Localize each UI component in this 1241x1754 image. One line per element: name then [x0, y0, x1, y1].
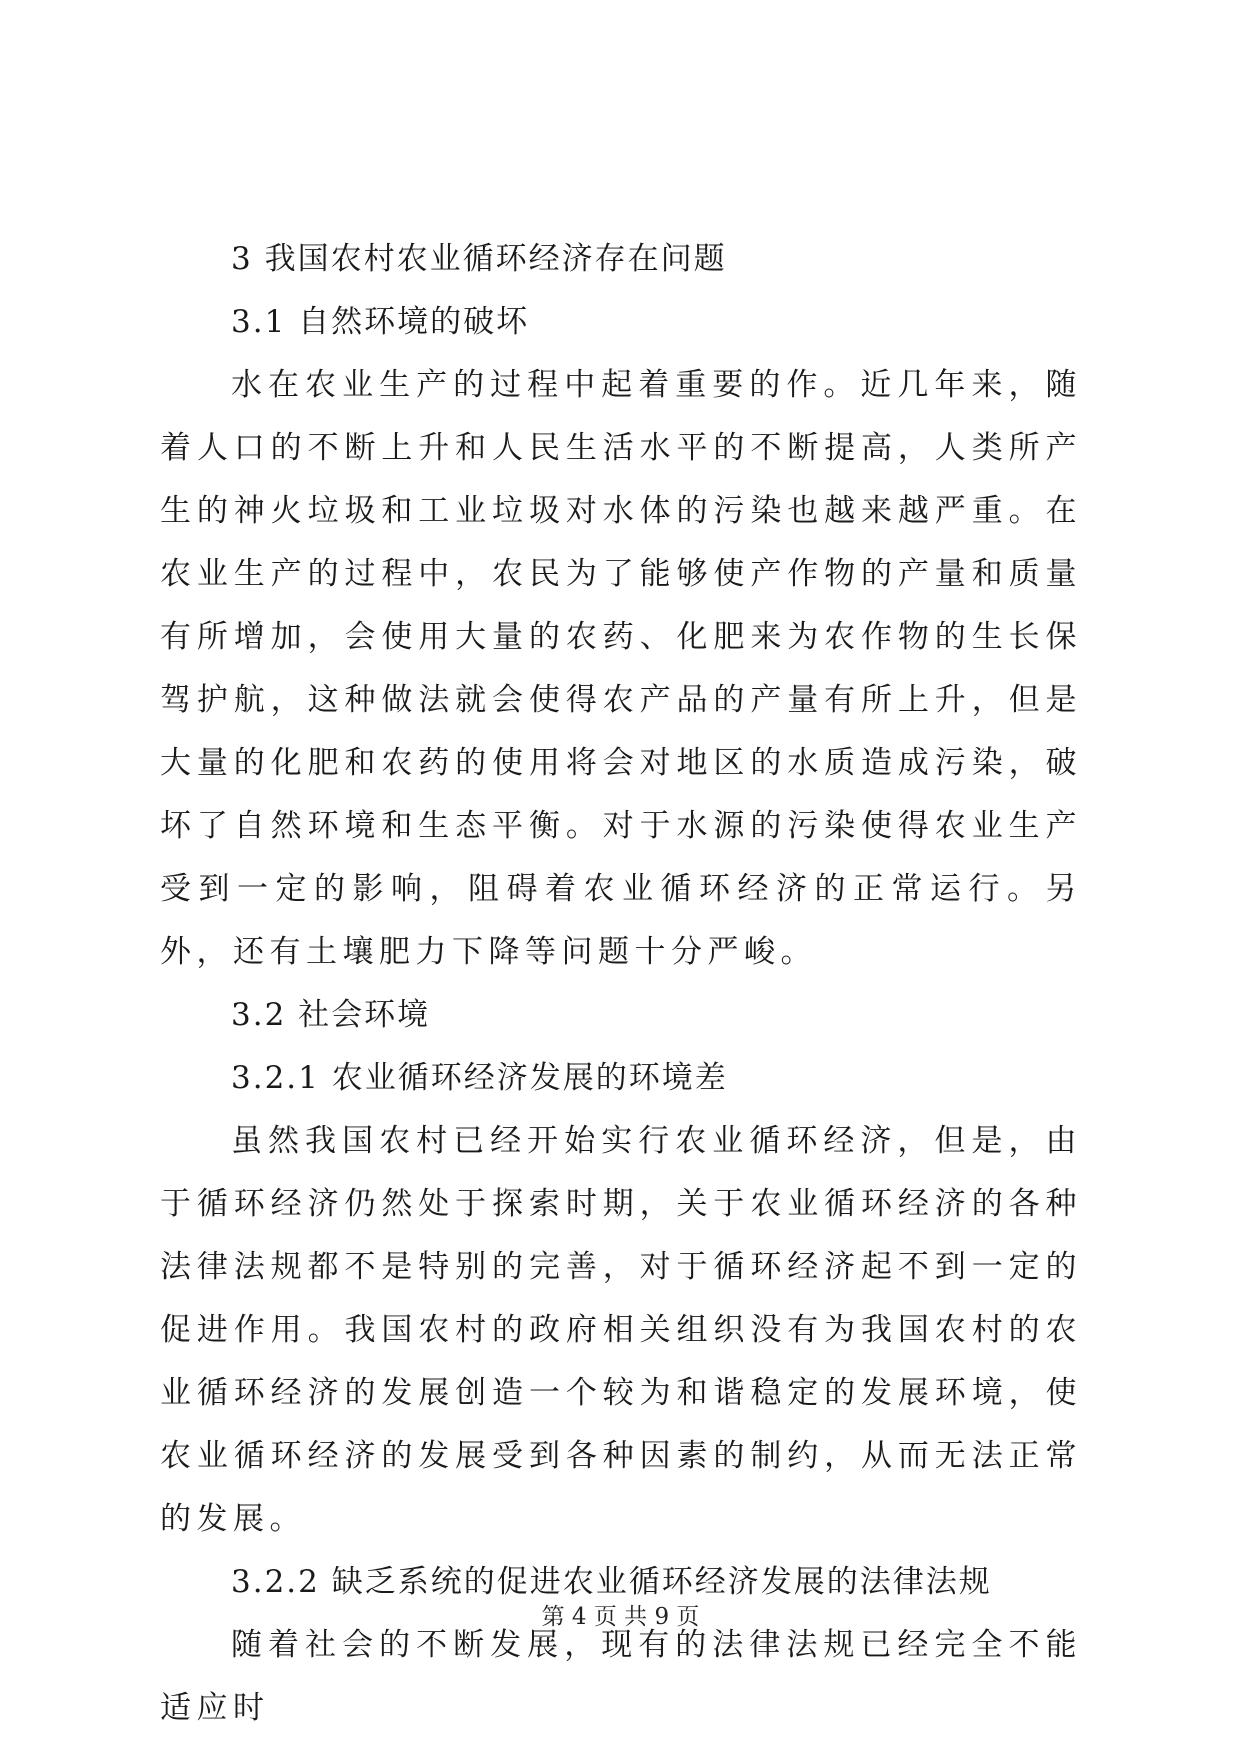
page-footer: 第 4 页 共 9 页: [541, 1604, 700, 1630]
document-body: [160, 228, 1082, 1740]
section-heading-3: 3 我国农村农业循环经济存在问题: [231, 241, 727, 277]
paragraph-3-2-1: 虽然我国农村已经开始实行农业循环经济，但是，由于循环经济仍然处于探索时期，关于农业循环经济的各种法律法规都不是特别的完善，对于循环经济起不到一定的促进作用。我国农村的政府相关组织没有为我国农村的农业循环经济的发展创造一个较为和谐稳定的发展环境，使农业循环经济的发展受到各种因素的制约，从而无法正常的发展。: [160, 1123, 1082, 1537]
paragraph-3-1: 水在农业生产的过程中起着重要的作。近几年来，随着人口的不断上升和人民生活水平的不断提高，人类所产生的神火垃圾和工业垃圾对水体的污染也越来越严重。在农业生产的过程中，农民为了能够使产作物的产量和质量有所增加，会使用大量的农药、化肥来为农作物的生长保驾护航，这种做法就会使得农产品的产量有所上升，但是大量的化肥和农药的使用将会对地区的水质造成污染，破坏了自然环境和生态平衡。对于水源的污染使得农业生产受到一定的影响，阻碍着农业循环经济的正常运行。另外，还有土壤肥力下降等问题十分严峻。: [160, 367, 1082, 970]
section-heading-3-2: 3.2 社会环境: [231, 997, 431, 1033]
paragraph-3-2-2: 随着社会的不断发展，现有的法律法规已经完全不能适应时: [160, 1627, 1082, 1726]
section-heading-3-2-2: 3.2.2 缺乏系统的促进农业循环经济发展的法律法规: [231, 1564, 992, 1600]
section-heading-3-2-1: 3.2.1 农业循环经济发展的环境差: [231, 1060, 728, 1096]
section-heading-3-1: 3.1 自然环境的破坏: [231, 304, 530, 340]
